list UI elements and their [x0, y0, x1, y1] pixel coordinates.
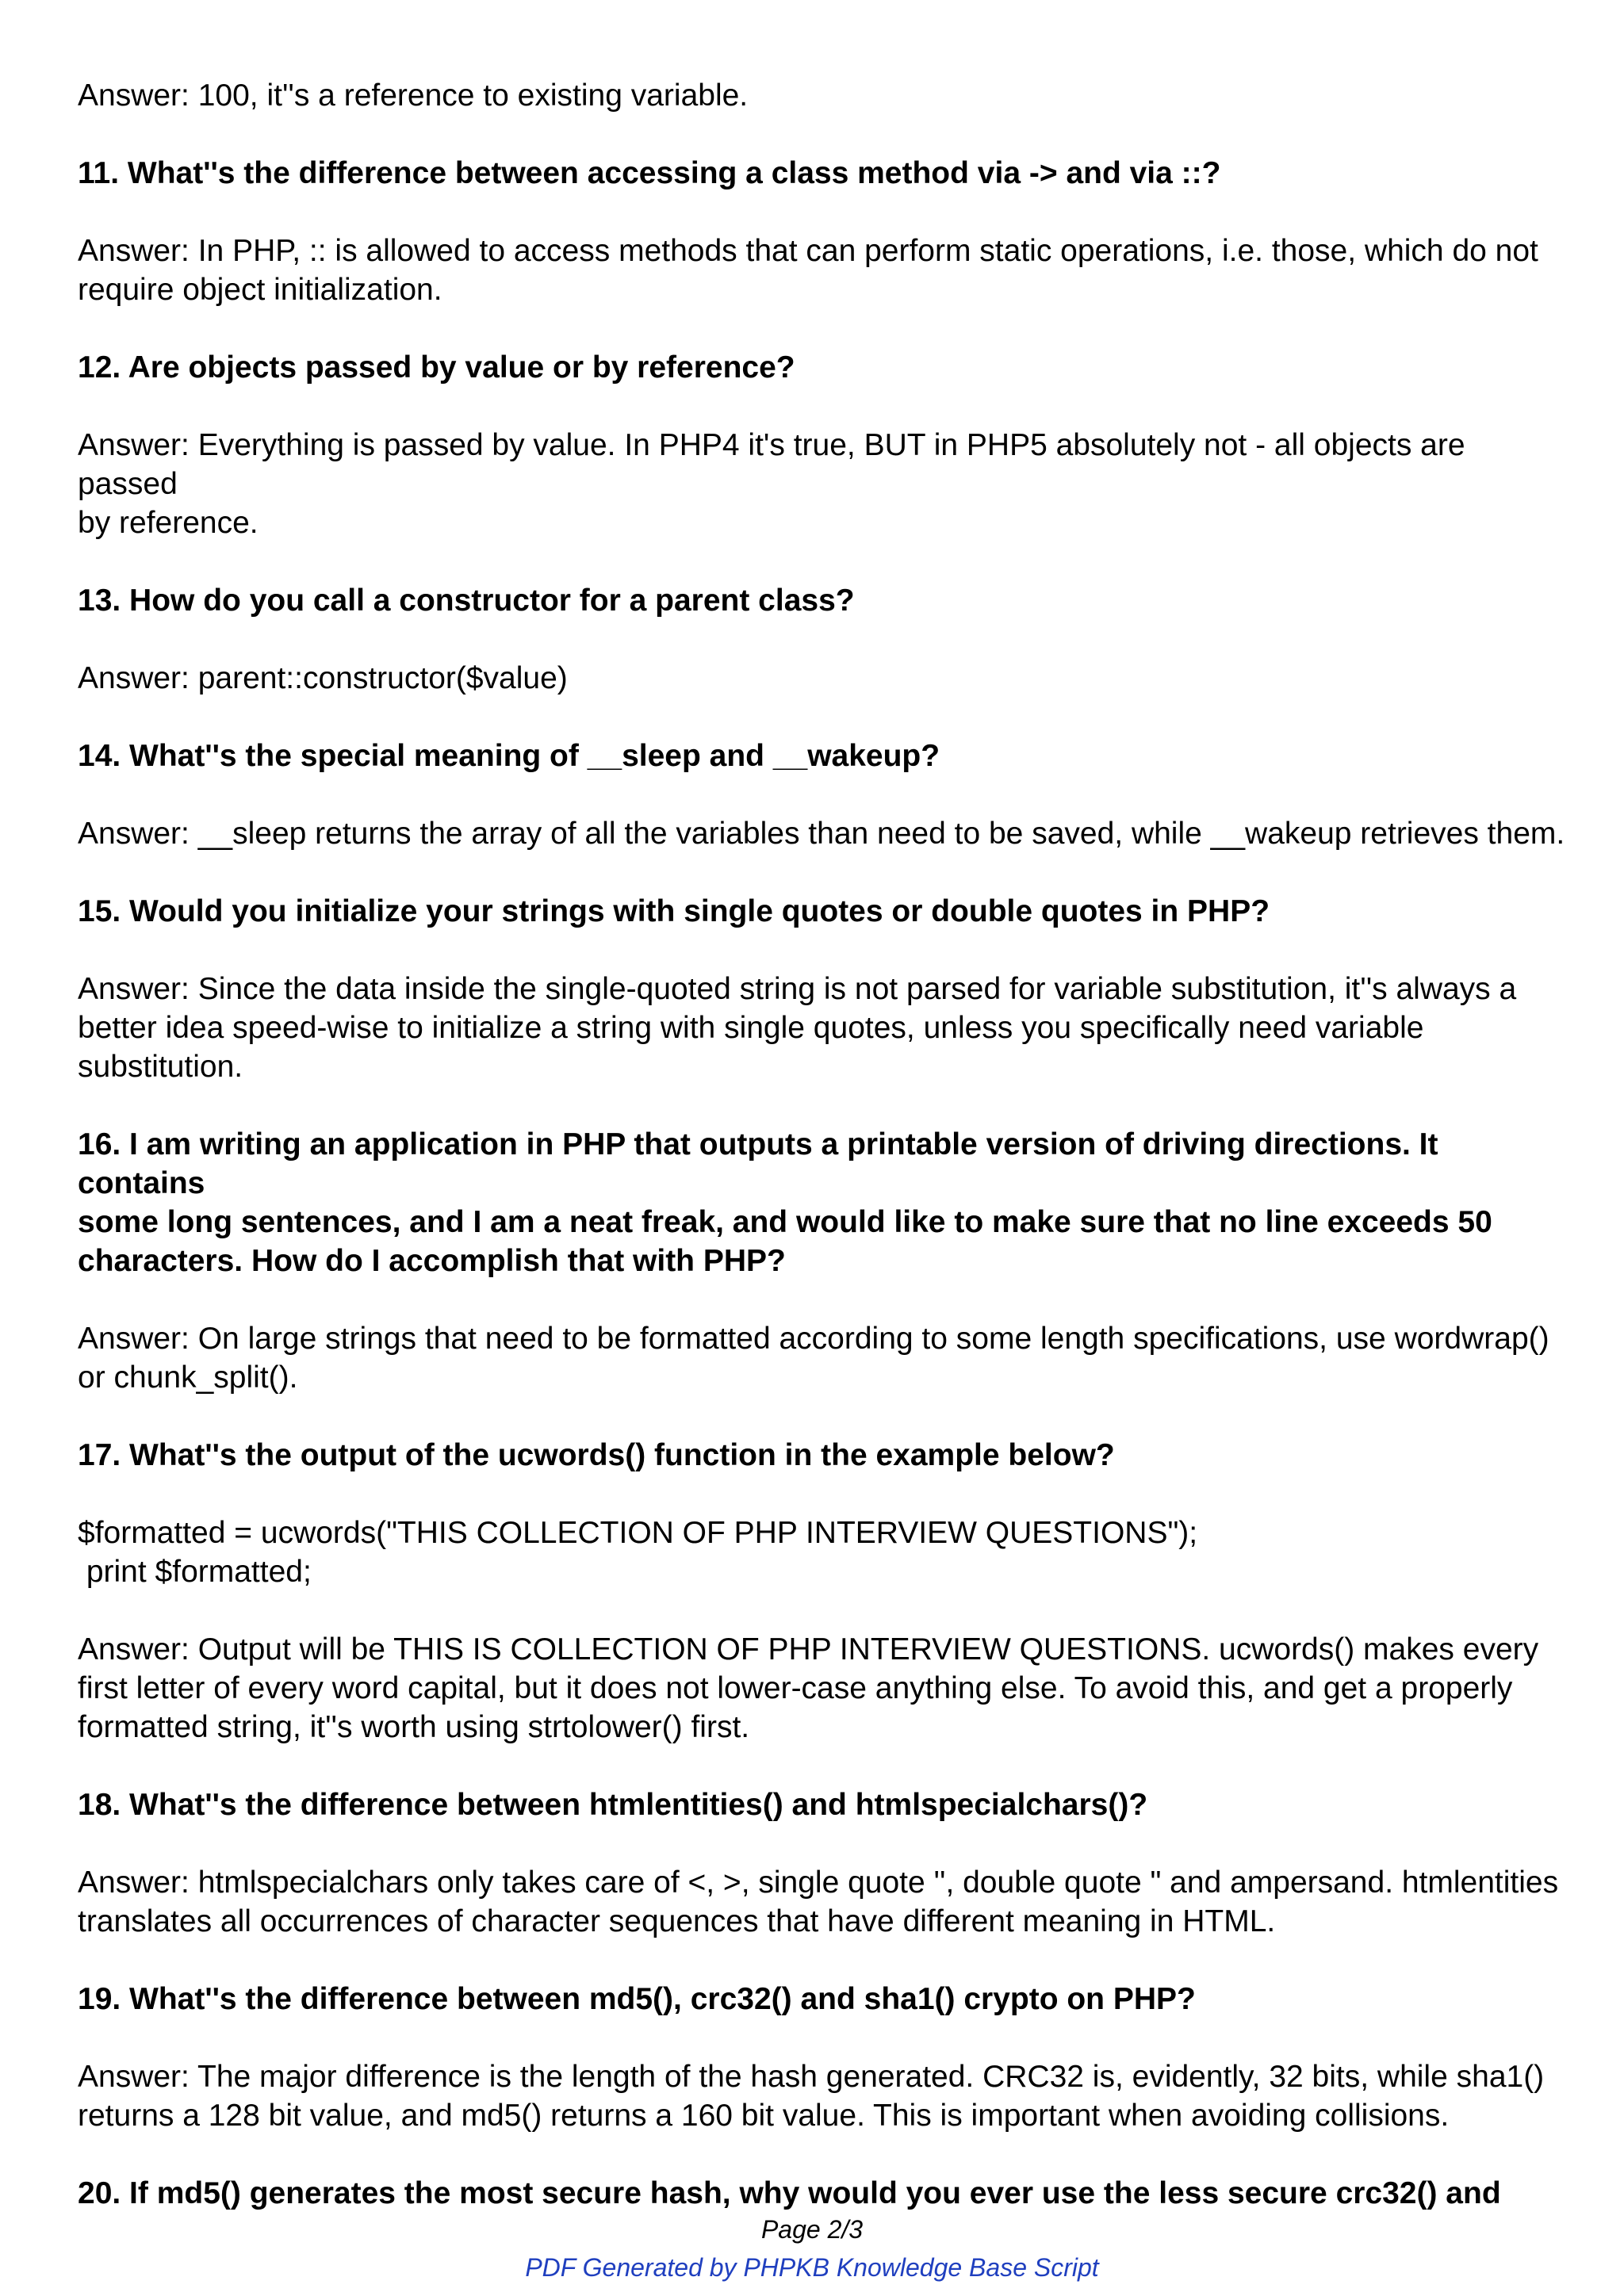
code-example: $formatted = ucwords("THIS COLLECTION OF PHP INTERVIEW QUESTIONS"); print $formatted; [78, 1516, 1198, 1589]
question-heading: 17. What''s the output of the ucwords() function in the example below? [78, 1438, 1115, 1472]
answer-text: Answer: htmlspecialchars only takes care of <, >, single quote '', double quote " and ampersand. htmlentities translates all occurrences of character sequences that have different meaning in HTML. [78, 1866, 1559, 1938]
question-heading: 20. If md5() generates the most secure hash, why would you ever use the less secure crc32() and [78, 2176, 1501, 2210]
answer-text: Answer: On large strings that need to be formatted according to some length specifications, use wordwrap() or chunk_split(). [78, 1322, 1549, 1395]
question-heading: 18. What''s the difference between htmlentities() and htmlspecialchars()? [78, 1788, 1148, 1822]
answer-text: Answer: parent::constructor($value) [78, 661, 568, 695]
answer-text: Answer: __sleep returns the array of all the variables than need to be saved, while __wakeup retrieves them. [78, 817, 1565, 851]
page-number: Page 2/3 [760, 2215, 864, 2244]
question-heading: 13. How do you call a constructor for a parent class? [78, 584, 855, 618]
answer-text: Answer: Since the data inside the single-quoted string is not parsed for variable substitution, it''s always a better idea speed-wise to initialize a string with single quotes, unless you specifically need variable substitution. [78, 972, 1517, 1084]
question-heading: 11. What''s the difference between accessing a class method via -> and via ::? [78, 156, 1221, 190]
question-heading: 12. Are objects passed by value or by reference? [78, 350, 795, 385]
document-body [78, 76, 1568, 2213]
answer-text: Answer: 100, it''s a reference to existing variable. [78, 78, 749, 113]
question-heading: 19. What''s the difference between md5(), crc32() and sha1() crypto on PHP? [78, 1982, 1196, 2016]
generator-credit: PDF Generated by PHPKB Knowledge Base Script [525, 2253, 1099, 2282]
answer-text: Answer: The major difference is the length of the hash generated. CRC32 is, evidently, 32 bits, while sha1() returns a 128 bit value, and md5() returns a 160 bit value. This is important when avoiding collisions. [78, 2060, 1545, 2133]
answer-text: Answer: Output will be THIS IS COLLECTION OF PHP INTERVIEW QUESTIONS. ucwords() makes every first letter of every word capital, but it does not lower-case anything else. To avoid this, and get a properly formatted string, it''s worth using strtolower() first. [78, 1632, 1539, 1744]
question-heading: 14. What''s the special meaning of __sleep and __wakeup? [78, 739, 940, 773]
question-heading: 15. Would you initialize your strings with single quotes or double quotes in PHP? [78, 894, 1270, 928]
question-heading: 16. I am writing an application in PHP that outputs a printable version of driving directions. It contains some long sentences, and I am a neat freak, and would like to make sure that no line exceeds 50 characters. How do I accomplish that with PHP? [78, 1127, 1492, 1278]
answer-text: Answer: Everything is passed by value. In PHP4 it's true, BUT in PHP5 absolutely not - all objects are passed by reference. [78, 428, 1465, 540]
answer-text: Answer: In PHP, :: is allowed to access methods that can perform static operations, i.e. those, which do not require object initialization. [78, 234, 1538, 307]
